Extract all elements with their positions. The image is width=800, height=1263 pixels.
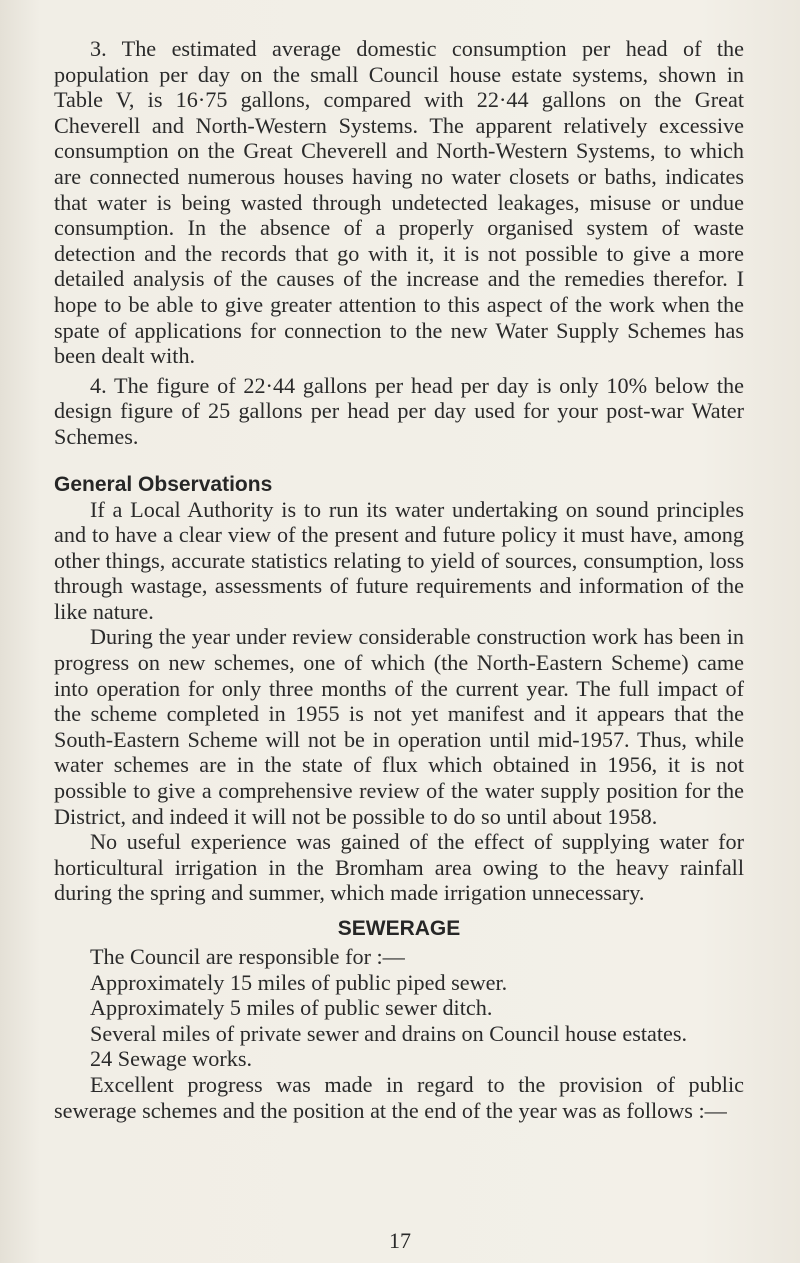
general-observations-heading: General Observations [54, 472, 273, 496]
paragraph-4: 4. The figure of 22·44 gallons per head per day is only 10% below the design figure of 25 gallons per head per day used for your post-war Water Schemes. [54, 372, 744, 449]
sewerage-item-1: Approximately 15 miles of public piped sewer. [90, 969, 508, 995]
sewerage-closing: Excellent progress was made in regard to the provision of public sewerage schemes and the position at the end of the year was as follows :— [54, 1071, 744, 1123]
sewerage-item-4: 24 Sewage works. [90, 1046, 253, 1072]
sewerage-heading: SEWERAGE [337, 917, 461, 940]
page-number: 17 [389, 1228, 411, 1253]
general-observations-paragraph-2: During the year under review considerable construction work has been in progress on new schemes, one of which (the North-Eastern Scheme) came into operation for only three months of the current year. The full impact of the scheme completed in 1955 is not yet manifest and it appears that the South-Eastern Scheme will not be in operation until mid-1957. Thus, while water schemes are in the state of flux which obtained in 1956, it is not possible to give a comprehensive review of the water supply position for the District, and indeed it will not be possible to do so until about 1958. [54, 624, 744, 829]
general-observations-paragraph-1: If a Local Authority is to run its water undertaking on sound principles and to have a clear view of the present and future policy it must have, among other things, accurate statistics relating to yield of sources, consumption, loss through wastage, assessments of future requirements and information of the like nature. [54, 496, 744, 624]
page-content [54, 36, 744, 1123]
sewerage-item-3: Several miles of private sewer and drains on Council house estates. [90, 1020, 688, 1046]
paragraph-3: 3. The estimated average domestic consumption per head of the population per day on the small Council house estate systems, shown in Table V, is 16·75 gallons, compared with 22·44 gallons on the Great Cheverell and North-Western Systems. The apparent relatively excessive consumption on the Great Cheverell and North-Western Systems, to which are connected numerous houses having no water closets or baths, indicates that water is being wasted through undetected leakages, misuse or undue consumption. In the absence of a properly organised system of waste detection and the records that go with it, it is not possible to give a more detailed analysis of the causes of the increase and the remedies therefor. I hope to be able to give greater attention to this aspect of the work when the spate of applications for connection to the new Water Supply Schemes has been dealt with. [54, 36, 744, 369]
sewerage-item-2: Approximately 5 miles of public sewer ditch. [90, 995, 493, 1021]
sewerage-intro: The Council are responsible for :— [90, 944, 405, 969]
general-observations-paragraph-3: No useful experience was gained of the effect of supplying water for horticultural irrigation in the Bromham area owing to the heavy rainfall during the spring and summer, which made irrigation unnecessary. [54, 829, 744, 906]
